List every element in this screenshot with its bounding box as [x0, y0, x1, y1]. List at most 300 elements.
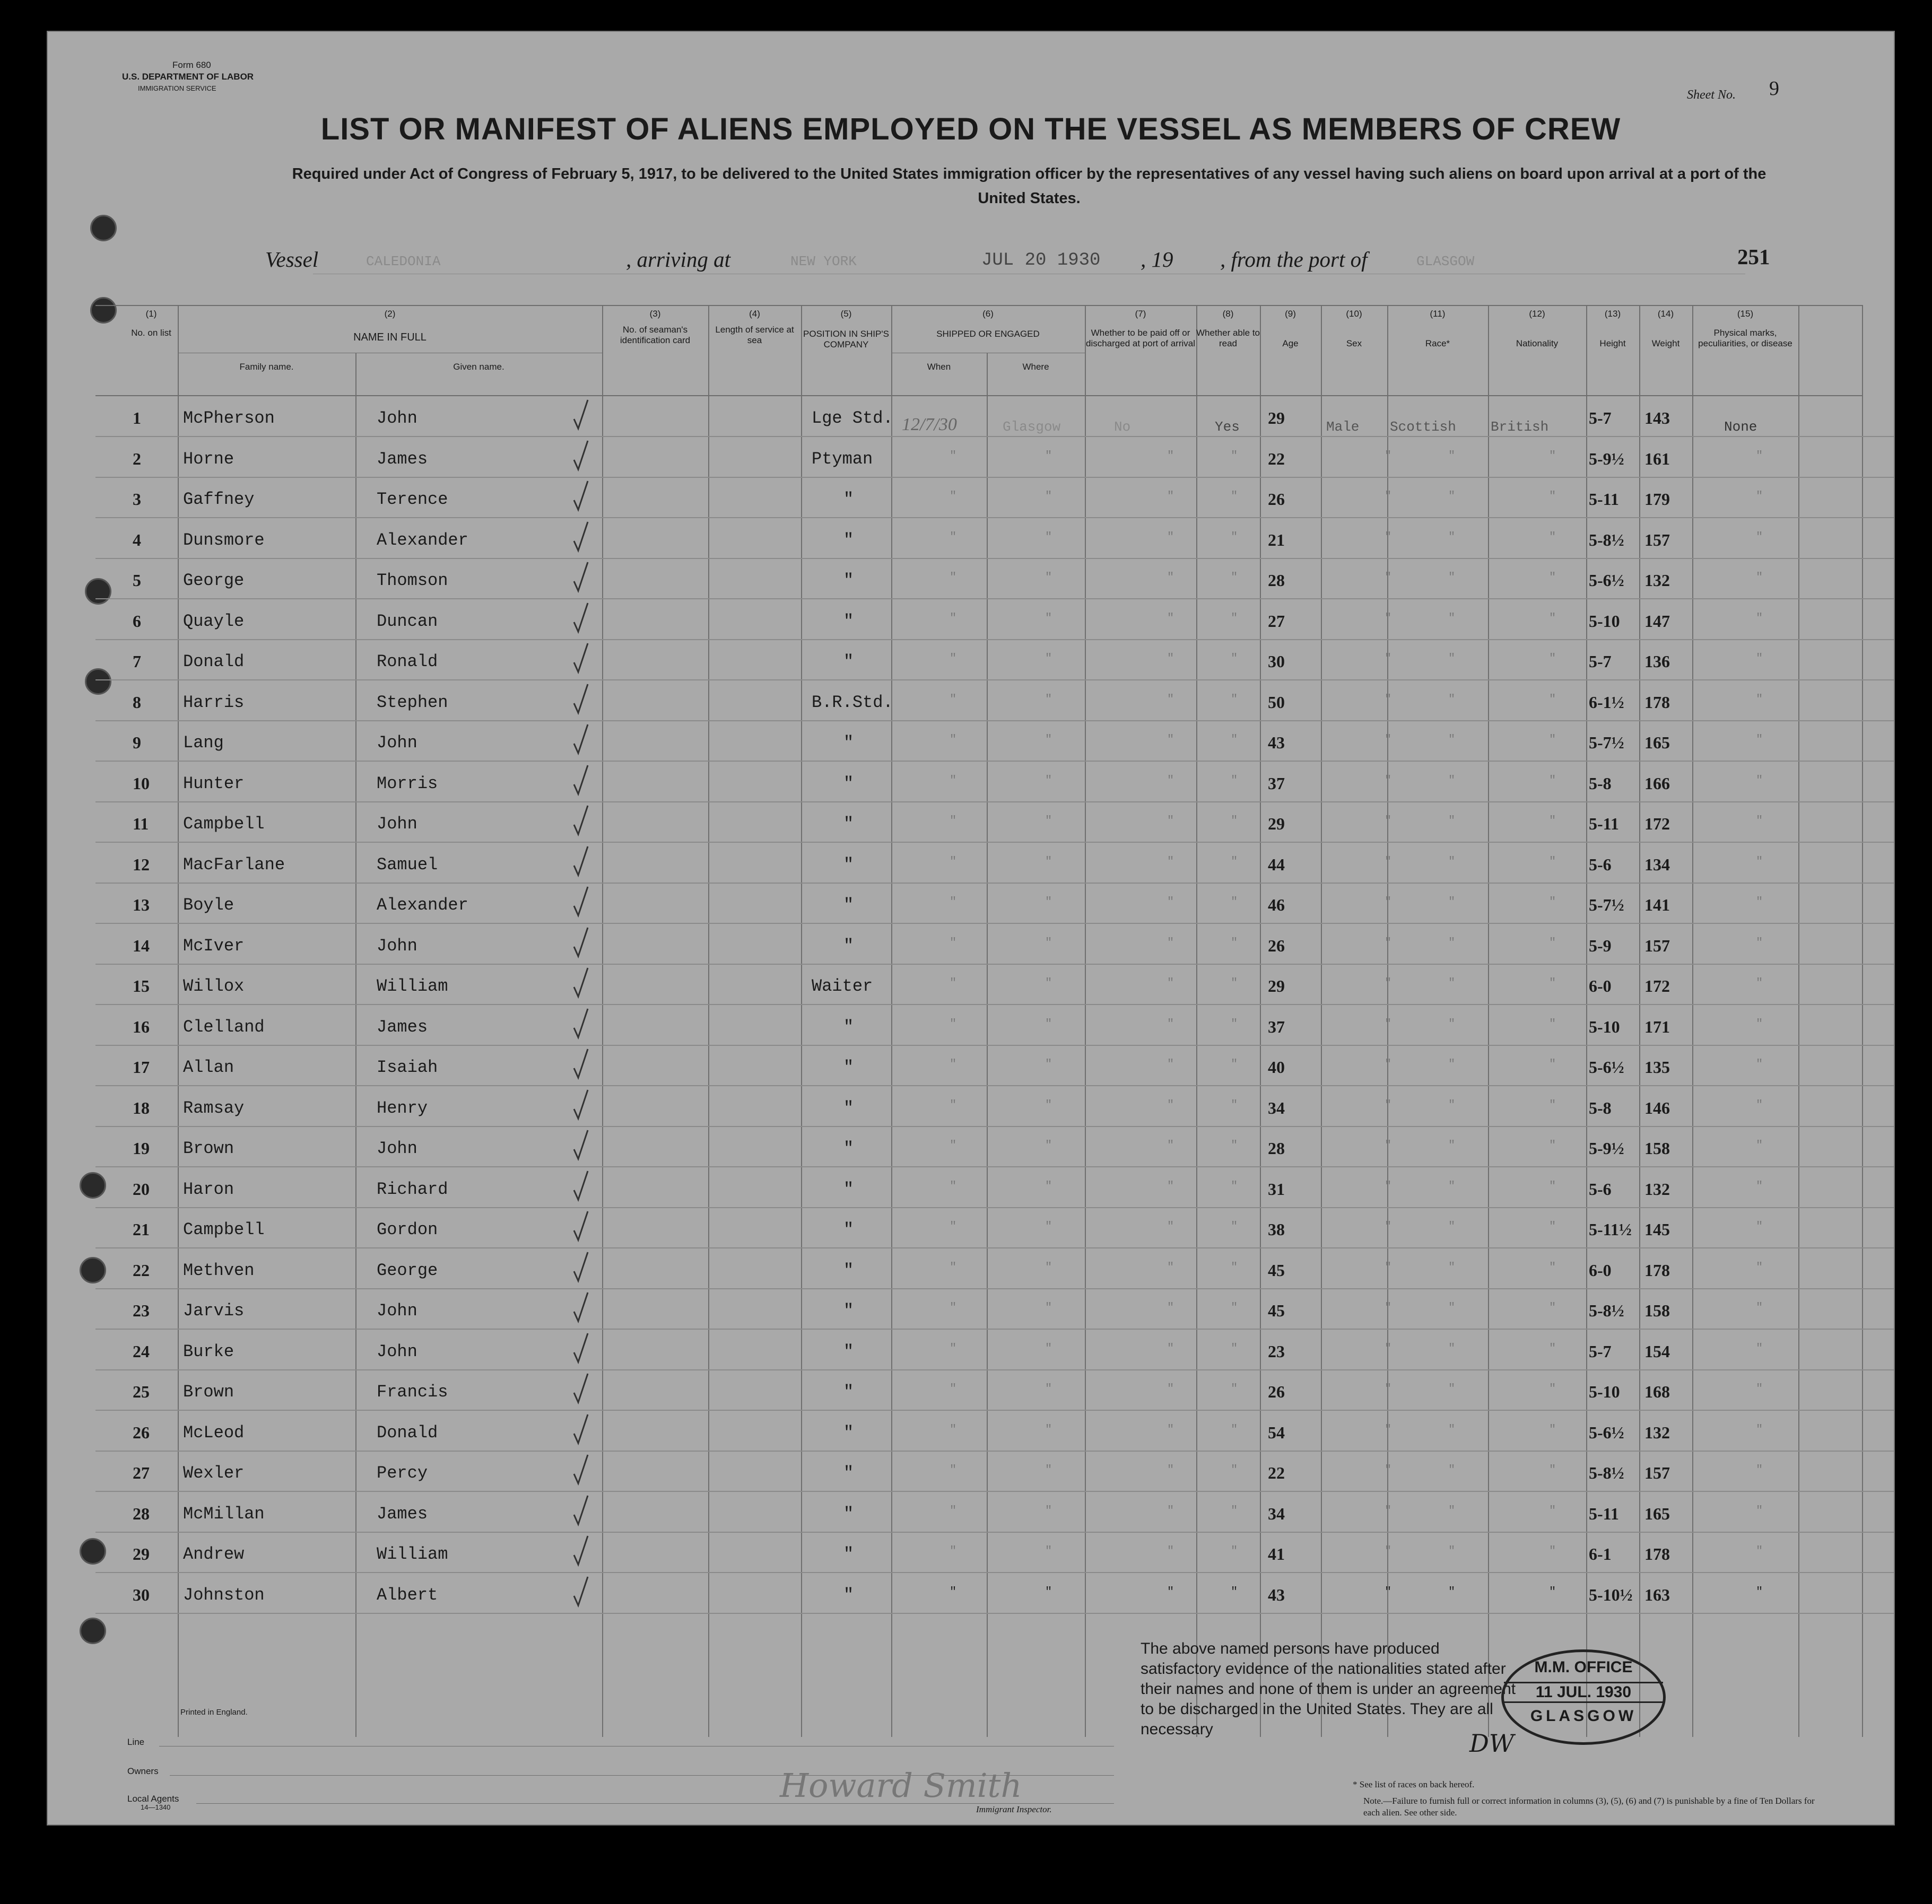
- ditto-mark: ": [1231, 773, 1238, 787]
- col13-header: [1586, 309, 1639, 349]
- table-row: [48, 1372, 1894, 1411]
- height: 5-10: [1589, 1017, 1620, 1036]
- ditto-mark: ": [1549, 571, 1556, 584]
- table-row: [48, 844, 1894, 884]
- ditto-mark: ": [1167, 1017, 1174, 1030]
- ditto-mark: ": [1045, 449, 1052, 462]
- height: 6-1½: [1589, 692, 1624, 712]
- age: 40: [1268, 1058, 1285, 1077]
- ditto-mark: ": [950, 854, 957, 868]
- ditto-mark: ": [1231, 692, 1238, 706]
- table-row: [48, 479, 1894, 518]
- family-name: Allan: [183, 1058, 234, 1077]
- family-name: Wexler: [183, 1463, 245, 1483]
- height: 5-11: [1589, 1504, 1619, 1523]
- ditto-mark: ": [1385, 1504, 1392, 1517]
- row-rule: [95, 1613, 1894, 1614]
- ditto-mark: ": [1385, 652, 1392, 665]
- table-row: [48, 1088, 1894, 1127]
- ditto-mark: ": [1549, 814, 1556, 827]
- ditto-mark: ": [1448, 854, 1456, 868]
- family-name: Burke: [183, 1341, 234, 1361]
- ditto-mark: ": [1385, 1382, 1392, 1395]
- ditto-mark: ": [950, 530, 957, 544]
- ditto-mark: ": [1385, 1422, 1392, 1436]
- age: 41: [1268, 1544, 1285, 1564]
- family-name: Dunsmore: [183, 530, 265, 550]
- row-rule: [95, 1166, 1894, 1167]
- ditto-mark: ": [1385, 1544, 1392, 1558]
- row-rule: [95, 761, 1894, 762]
- col-number: (8): [1222, 309, 1234, 319]
- ditto-mark: ": [1045, 1544, 1052, 1558]
- weight: 165: [1644, 1504, 1670, 1523]
- col-number: (14): [1657, 309, 1674, 319]
- height: 5-7½: [1589, 733, 1624, 752]
- ditto-mark: ": [1549, 976, 1556, 990]
- local-agents-label: Local Agents: [127, 1794, 179, 1804]
- position: ": [843, 1504, 854, 1524]
- ditto-mark: ": [1231, 1585, 1238, 1599]
- ditto-mark: ": [1549, 936, 1556, 949]
- table-row: [48, 885, 1894, 924]
- able-to-read: Yes: [1215, 419, 1240, 435]
- row-number: 21: [133, 1220, 150, 1239]
- shipped-where: Glasgow: [1003, 419, 1061, 435]
- ditto-mark: ": [1549, 1422, 1556, 1436]
- weight: 157: [1644, 530, 1670, 549]
- check-mark-icon: [573, 1332, 589, 1364]
- ditto-mark: ": [1045, 692, 1052, 706]
- ditto-mark: ": [1756, 773, 1763, 787]
- ditto-mark: ": [1167, 1098, 1174, 1112]
- ditto-mark: ": [1448, 1301, 1456, 1314]
- weight: 172: [1644, 814, 1670, 833]
- check-mark-icon: [573, 1413, 589, 1445]
- table-top-rule: [95, 305, 1862, 306]
- ditto-mark: ": [1045, 1017, 1052, 1030]
- ditto-mark: ": [1231, 1098, 1238, 1112]
- height: 5-7: [1589, 1341, 1612, 1361]
- family-name: Donald: [183, 652, 245, 671]
- row-number: 16: [133, 1017, 150, 1036]
- given-name: Alexander: [377, 895, 468, 915]
- ditto-mark: ": [1385, 1179, 1392, 1193]
- family-name: Boyle: [183, 895, 234, 915]
- ditto-mark: ": [1385, 936, 1392, 949]
- ditto-mark: ": [1385, 1098, 1392, 1112]
- position: ": [843, 1139, 854, 1158]
- ditto-mark: ": [1231, 571, 1238, 584]
- check-mark-icon: [573, 440, 589, 471]
- from-port-label: , from the port of: [1220, 247, 1368, 272]
- ditto-mark: ": [1045, 1179, 1052, 1193]
- check-mark-icon: [573, 1170, 589, 1202]
- row-rule: [95, 720, 1894, 721]
- given-name: Stephen: [377, 692, 448, 712]
- ditto-mark: ": [950, 490, 957, 503]
- position: Lge Std.: [812, 408, 893, 428]
- ditto-mark: ": [1549, 490, 1556, 503]
- ditto-mark: ": [1045, 1585, 1052, 1599]
- ditto-mark: ": [1756, 611, 1763, 625]
- ditto-mark: ": [1231, 854, 1238, 868]
- check-mark-icon: [573, 561, 589, 593]
- ditto-mark: ": [1167, 1585, 1174, 1599]
- ditto-mark: ": [1167, 1058, 1174, 1071]
- ditto-mark: ": [1167, 1544, 1174, 1558]
- ditto-mark: ": [1448, 733, 1456, 746]
- row-rule: [95, 964, 1894, 965]
- row-number: 12: [133, 854, 150, 874]
- ditto-mark: ": [1231, 1422, 1238, 1436]
- ditto-mark: ": [1167, 936, 1174, 949]
- row-rule: [95, 1329, 1894, 1330]
- weight: 136: [1644, 652, 1670, 671]
- ditto-mark: ": [1385, 976, 1392, 990]
- ditto-mark: ": [1045, 611, 1052, 625]
- ditto-mark: ": [950, 976, 957, 990]
- ditto-mark: ": [1167, 773, 1174, 787]
- row-rule: [95, 842, 1894, 843]
- ditto-mark: ": [1045, 1260, 1052, 1274]
- vessel-name: CALEDONIA: [366, 254, 441, 269]
- age: 21: [1268, 530, 1285, 549]
- ditto-mark: ": [1549, 1504, 1556, 1517]
- arriving-label: , arriving at: [626, 247, 731, 272]
- ditto-mark: ": [1385, 692, 1392, 706]
- ditto-mark: ": [1756, 854, 1763, 868]
- col-number: (9): [1285, 309, 1296, 319]
- given-name: John: [377, 733, 417, 753]
- position: Ptyman: [812, 449, 873, 469]
- check-mark-icon: [573, 1373, 589, 1404]
- col-label: Weight: [1651, 338, 1680, 348]
- ditto-mark: ": [1231, 1301, 1238, 1314]
- ditto-mark: ": [950, 733, 957, 746]
- ditto-mark: ": [1231, 814, 1238, 827]
- ditto-mark: ": [1385, 773, 1392, 787]
- ditto-mark: ": [1167, 895, 1174, 909]
- position: ": [843, 1382, 854, 1402]
- col-label: POSITION IN SHIP'S COMPANY: [803, 329, 889, 350]
- ditto-mark: ": [1756, 1260, 1763, 1274]
- age: 38: [1268, 1220, 1285, 1239]
- arriving-port: NEW YORK: [790, 254, 857, 269]
- age: 50: [1268, 692, 1285, 712]
- given-name: Duncan: [377, 611, 438, 631]
- ditto-mark: ": [1231, 1382, 1238, 1395]
- family-name: McLeod: [183, 1422, 245, 1443]
- ditto-mark: ": [1167, 733, 1174, 746]
- check-mark-icon: [573, 1048, 589, 1080]
- ditto-mark: ": [1756, 936, 1763, 949]
- position: ": [843, 1422, 854, 1443]
- family-name: Andrew: [183, 1544, 245, 1564]
- punch-hole: [90, 297, 117, 324]
- row-number: 19: [133, 1139, 150, 1158]
- row-number: 4: [133, 530, 141, 549]
- ditto-mark: ": [950, 1463, 957, 1477]
- table-row: [48, 1169, 1894, 1208]
- service: IMMIGRATION SERVICE: [138, 84, 216, 92]
- age: 37: [1268, 773, 1285, 793]
- row-number: 28: [133, 1504, 150, 1523]
- check-mark-icon: [573, 1251, 589, 1283]
- col15-header: [1692, 309, 1798, 349]
- weight: 166: [1644, 773, 1670, 793]
- ditto-mark: ": [1549, 1179, 1556, 1193]
- ditto-mark: ": [1045, 571, 1052, 584]
- crew-table-body: [48, 398, 1894, 1687]
- age: 28: [1268, 1139, 1285, 1158]
- ditto-mark: ": [1385, 1139, 1392, 1152]
- ditto-mark: ": [1448, 490, 1456, 503]
- height: 5-9½: [1589, 1139, 1624, 1158]
- table-row: [48, 966, 1894, 1005]
- height: 6-0: [1589, 976, 1612, 995]
- col-number: (7): [1135, 309, 1146, 319]
- age: 29: [1268, 408, 1285, 427]
- ditto-mark: ": [1385, 1585, 1392, 1599]
- weight: 163: [1644, 1585, 1670, 1604]
- given-name: Terence: [377, 490, 448, 509]
- ditto-mark: ": [1448, 773, 1456, 787]
- ditto-mark: ": [1549, 733, 1556, 746]
- given-name: Alexander: [377, 530, 468, 550]
- row-number: 9: [133, 733, 141, 752]
- table-row: [48, 520, 1894, 559]
- age: 45: [1268, 1260, 1285, 1280]
- table-row: [48, 398, 1894, 437]
- ditto-mark: ": [1045, 1504, 1052, 1517]
- ditto-mark: ": [1231, 490, 1238, 503]
- age: 43: [1268, 733, 1285, 752]
- from-port: GLASGOW: [1416, 254, 1475, 269]
- ditto-mark: ": [1385, 895, 1392, 909]
- ditto-mark: ": [1756, 490, 1763, 503]
- shipped-when: 12/7/30: [902, 415, 957, 434]
- row-number: 18: [133, 1098, 150, 1117]
- ditto-mark: ": [950, 1301, 957, 1314]
- ditto-mark: ": [1756, 1179, 1763, 1193]
- row-rule: [95, 639, 1894, 640]
- ditto-mark: ": [1756, 1301, 1763, 1314]
- height: 5-7: [1589, 408, 1612, 427]
- age: 26: [1268, 936, 1285, 955]
- weight: 158: [1644, 1139, 1670, 1158]
- ditto-mark: ": [950, 1179, 957, 1193]
- check-mark-icon: [573, 1089, 589, 1121]
- vessel-label: Vessel: [265, 247, 319, 272]
- inspector-signature: Howard Smith: [780, 1766, 1022, 1805]
- ditto-mark: ": [950, 1585, 957, 1599]
- given-name: Gordon: [377, 1220, 438, 1239]
- given-name: John: [377, 408, 417, 428]
- ditto-mark: ": [1385, 1341, 1392, 1355]
- ditto-mark: ": [1385, 1301, 1392, 1314]
- ditto-mark: ": [1167, 530, 1174, 544]
- ditto-mark: ": [1045, 490, 1052, 503]
- position: ": [843, 652, 854, 671]
- row-rule: [95, 1126, 1894, 1127]
- table-row: [48, 1534, 1894, 1573]
- col11-header: [1387, 309, 1488, 349]
- weight: 134: [1644, 854, 1670, 874]
- check-mark-icon: [573, 723, 589, 755]
- check-mark-icon: [573, 683, 589, 715]
- height: 5-10½: [1589, 1585, 1633, 1604]
- ditto-mark: ": [950, 1260, 957, 1274]
- ditto-mark: ": [1756, 1058, 1763, 1071]
- height: 5-6½: [1589, 1058, 1624, 1077]
- ditto-mark: ": [1385, 571, 1392, 584]
- col-number: (2): [384, 309, 396, 319]
- height: 5-8½: [1589, 1301, 1624, 1320]
- height: 5-9: [1589, 936, 1612, 955]
- check-mark-icon: [573, 805, 589, 836]
- ditto-mark: ": [1549, 1341, 1556, 1355]
- ditto-mark: ": [1167, 854, 1174, 868]
- ditto-mark: ": [1045, 733, 1052, 746]
- ditto-mark: ": [1167, 814, 1174, 827]
- col-number: (5): [840, 309, 852, 319]
- table-row: [48, 1047, 1894, 1086]
- given-name: John: [377, 1341, 417, 1361]
- row-rule: [95, 1410, 1894, 1411]
- family-name: Quayle: [183, 611, 245, 631]
- ditto-mark: ": [1549, 854, 1556, 868]
- col-label: Length of service at sea: [715, 325, 794, 345]
- ditto-mark: ": [1549, 773, 1556, 787]
- col-number: (12): [1529, 309, 1545, 319]
- age: 37: [1268, 1017, 1285, 1036]
- col-number: (4): [749, 309, 760, 319]
- ditto-mark: ": [1045, 1422, 1052, 1436]
- row-number: 1: [133, 408, 141, 427]
- row-rule: [95, 1085, 1894, 1086]
- row-number: 13: [133, 895, 150, 914]
- position: ": [843, 773, 854, 793]
- family-name: Brown: [183, 1139, 234, 1158]
- ditto-mark: ": [1231, 1139, 1238, 1152]
- ditto-mark: ": [1231, 1058, 1238, 1071]
- ditto-mark: ": [1231, 449, 1238, 462]
- ditto-mark: ": [1045, 773, 1052, 787]
- form-number: Form 680: [172, 60, 211, 70]
- ditto-mark: ": [950, 611, 957, 625]
- position: ": [843, 1058, 854, 1077]
- table-row: [48, 1575, 1894, 1614]
- sheet-number: 9: [1769, 77, 1779, 100]
- ditto-mark: ": [950, 449, 957, 462]
- weight: 157: [1644, 936, 1670, 955]
- ditto-mark: ": [950, 1220, 957, 1233]
- ditto-mark: ": [1448, 652, 1456, 665]
- col-label: No. of seaman's identification card: [620, 325, 691, 345]
- height: 5-8½: [1589, 530, 1624, 549]
- ditto-mark: ": [1549, 692, 1556, 706]
- col-label: SHIPPED OR ENGAGED: [936, 329, 1040, 339]
- table-row: [48, 1493, 1894, 1533]
- ditto-mark: ": [1756, 1098, 1763, 1112]
- check-mark-icon: [573, 1008, 589, 1040]
- ditto-mark: ": [950, 936, 957, 949]
- row-number: 7: [133, 652, 141, 671]
- ditto-mark: ": [1448, 1098, 1456, 1112]
- ditto-mark: ": [1448, 692, 1456, 706]
- family-name: Horne: [183, 449, 234, 469]
- weight: 178: [1644, 1260, 1670, 1280]
- row-rule: [95, 679, 1894, 680]
- weight: 157: [1644, 1463, 1670, 1482]
- ditto-mark: ": [1045, 652, 1052, 665]
- ditto-mark: ": [1549, 1139, 1556, 1152]
- age: 34: [1268, 1098, 1285, 1117]
- col8-header: [1196, 309, 1260, 349]
- age: 46: [1268, 895, 1285, 914]
- department: U.S. DEPARTMENT OF LABOR: [122, 72, 254, 82]
- position: ": [843, 733, 854, 753]
- ditto-mark: ": [1385, 1017, 1392, 1030]
- age: 34: [1268, 1504, 1285, 1523]
- ditto-mark: ": [1549, 1463, 1556, 1477]
- position: ": [843, 611, 854, 631]
- position: ": [843, 936, 854, 956]
- given-name: Richard: [377, 1179, 448, 1199]
- row-rule: [95, 883, 1894, 884]
- ditto-mark: ": [1549, 1382, 1556, 1395]
- ditto-mark: ": [1549, 895, 1556, 909]
- height: 5-8: [1589, 773, 1612, 793]
- row-rule: [95, 1532, 1894, 1533]
- table-row: [48, 1250, 1894, 1289]
- age: 29: [1268, 976, 1285, 995]
- weight: 165: [1644, 733, 1670, 752]
- position: ": [843, 530, 854, 550]
- table-row: [48, 925, 1894, 965]
- check-mark-icon: [573, 480, 589, 512]
- col4-header: [708, 309, 801, 346]
- age: 22: [1268, 449, 1285, 468]
- ditto-mark: ": [1045, 814, 1052, 827]
- ditto-mark: ": [1448, 530, 1456, 544]
- position: ": [843, 1341, 854, 1361]
- age: 26: [1268, 490, 1285, 509]
- ditto-mark: ": [1448, 571, 1456, 584]
- col-number: (1): [145, 309, 157, 319]
- row-number: 30: [133, 1585, 150, 1604]
- row-number: 24: [133, 1341, 150, 1361]
- ditto-mark: ": [1045, 1058, 1052, 1071]
- col-label: Race*: [1425, 338, 1450, 348]
- ditto-mark: ": [1549, 1220, 1556, 1233]
- ditto-mark: ": [1756, 1220, 1763, 1233]
- family-name: Johnston: [183, 1585, 265, 1605]
- row-rule: [95, 801, 1894, 802]
- height: 5-8: [1589, 1098, 1612, 1117]
- col5-header: [801, 309, 891, 350]
- col1-header: [127, 309, 175, 338]
- col2b-header: Given name.: [453, 362, 504, 372]
- table-row: [48, 641, 1894, 680]
- col-number: (3): [649, 309, 661, 319]
- ditto-mark: ": [1385, 1463, 1392, 1477]
- col3-header: [602, 309, 708, 346]
- given-name: James: [377, 1017, 428, 1037]
- given-name: Samuel: [377, 854, 438, 875]
- ditto-mark: ": [1448, 1220, 1456, 1233]
